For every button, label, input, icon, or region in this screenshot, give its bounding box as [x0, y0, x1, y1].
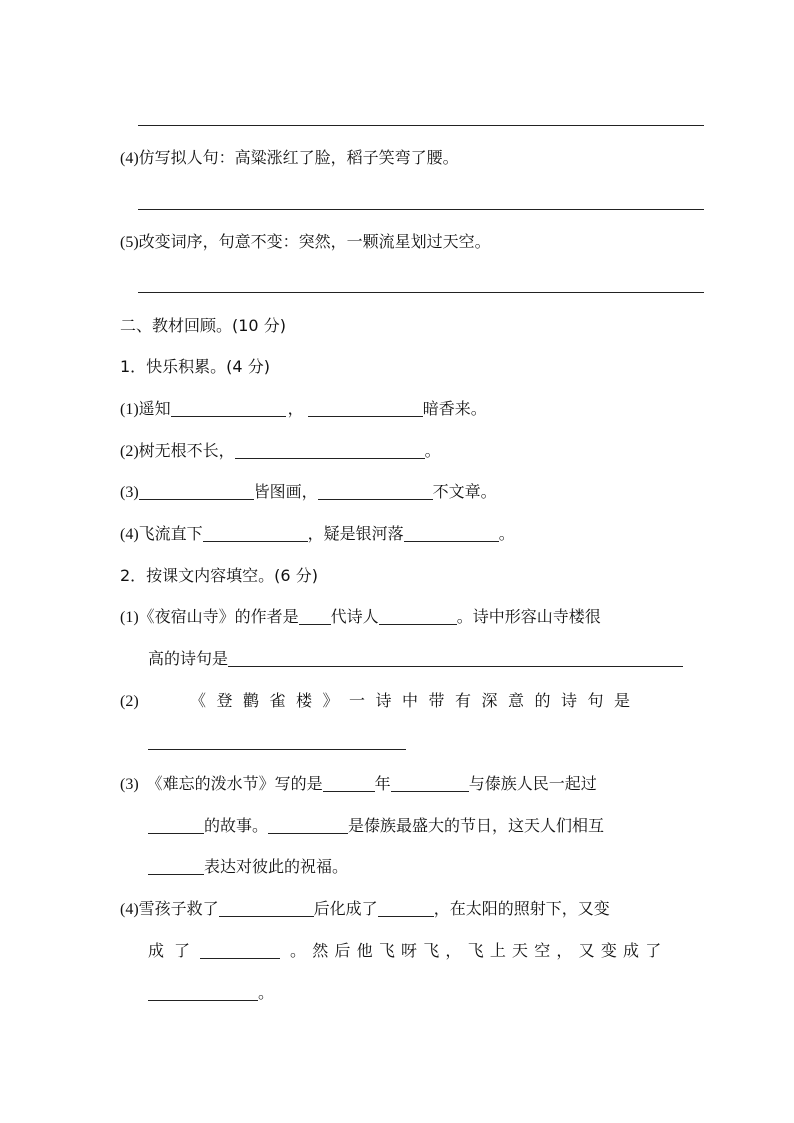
- fill-blank[interactable]: [268, 815, 348, 834]
- item-number: (2): [120, 693, 139, 710]
- item-text: 《难忘的泼水节》写的是: [146, 774, 323, 793]
- item-text: 。: [498, 524, 515, 543]
- item-text: 年: [374, 774, 391, 793]
- fill-blank[interactable]: [148, 749, 406, 750]
- fill-blank[interactable]: [171, 398, 286, 417]
- fill-blank[interactable]: [200, 940, 280, 959]
- question-text: 改变词序，句意不变：突然，一颗流星划过天空。: [138, 232, 491, 251]
- item-number: (2): [120, 443, 139, 460]
- question-4: [120, 147, 459, 169]
- item-text: ，疑是银河落: [307, 524, 404, 543]
- question-number: (4): [120, 150, 139, 167]
- fill-blank[interactable]: [308, 398, 423, 417]
- item-number: (3): [120, 484, 139, 501]
- fill-item-2-2: [120, 690, 139, 712]
- item-text: 成了: [148, 941, 201, 960]
- item-text: 暗香来。: [422, 399, 487, 418]
- fill-item-2-3-cont2: [148, 856, 348, 878]
- item-number: (4): [120, 901, 139, 918]
- item-text: 是傣族最盛大的节日，这天人们相互: [348, 816, 605, 835]
- item-text: ，: [287, 399, 304, 418]
- fill-blank[interactable]: [391, 773, 469, 792]
- subsection-heading: 2．按课文内容填空。(6 分): [120, 566, 318, 585]
- item-text: 遥知: [138, 399, 171, 418]
- fill-blank[interactable]: [148, 815, 204, 834]
- item-text: 。然后他飞呀飞，飞上天空，又变成了: [290, 941, 668, 960]
- item-text: 《夜宿山寺》的作者是: [138, 607, 299, 626]
- item-number: (1): [120, 609, 139, 626]
- fill-blank[interactable]: [404, 523, 499, 542]
- item-text: ，在太阳的照射下，又变: [433, 899, 610, 918]
- fill-blank[interactable]: [139, 481, 254, 500]
- item-number: (1): [120, 401, 139, 418]
- fill-blank[interactable]: [323, 773, 375, 792]
- item-text: 后化成了: [313, 899, 378, 918]
- answer-line[interactable]: [138, 125, 704, 126]
- item-text: 皆图画，: [253, 482, 318, 501]
- fill-item-1-1: [120, 398, 487, 420]
- item-text: 。: [424, 441, 441, 460]
- question-text: 仿写拟人句：高粱涨红了脸，稻子笑弯了腰。: [138, 148, 459, 167]
- section-heading: 二、教材回顾。(10 分): [120, 316, 286, 335]
- fill-item-2-4-cont: [148, 940, 667, 962]
- question-number: (5): [120, 234, 139, 251]
- fill-blank[interactable]: [219, 898, 314, 917]
- item-text: 的故事。: [204, 816, 269, 835]
- fill-item-2-3-cont: [148, 815, 604, 837]
- fill-item-2-1-cont: [148, 648, 683, 670]
- fill-item-1-4: [120, 523, 515, 545]
- fill-item-2-4-cont2: [148, 982, 274, 1004]
- fill-blank[interactable]: [378, 898, 434, 917]
- fill-item-2-4: [120, 898, 610, 920]
- item-text: 。诗中形容山寺楼很: [456, 607, 601, 626]
- item-number: (3): [120, 776, 139, 793]
- fill-item-1-3: [120, 481, 497, 503]
- item-number: (4): [120, 526, 139, 543]
- item-text: 表达对彼此的祝福。: [204, 857, 349, 876]
- item-text: 树无根不长，: [138, 441, 235, 460]
- answer-line[interactable]: [138, 209, 704, 210]
- fill-blank[interactable]: [203, 523, 308, 542]
- question-5: [120, 231, 491, 253]
- item-text: 高的诗句是: [148, 649, 229, 668]
- item-text: 雪孩子救了: [138, 899, 219, 918]
- item-text: 飞流直下: [138, 524, 203, 543]
- item-text: 。: [258, 983, 275, 1002]
- subsection-heading: 1．快乐积累。(4 分): [120, 357, 270, 376]
- fill-item-2-3: [120, 773, 597, 795]
- answer-line[interactable]: [138, 292, 704, 293]
- fill-item-2-1: [120, 606, 601, 628]
- question-text: 《登鹳雀楼》一诗中带有深意的诗句是: [190, 691, 641, 710]
- fill-blank[interactable]: [148, 856, 204, 875]
- fill-blank[interactable]: [235, 440, 425, 459]
- item-text: 代诗人: [330, 607, 379, 626]
- fill-blank[interactable]: [228, 648, 683, 667]
- fill-item-1-2: [120, 440, 441, 462]
- item-text: 不文章。: [432, 482, 497, 501]
- fill-blank[interactable]: [318, 481, 433, 500]
- fill-blank[interactable]: [148, 982, 258, 1001]
- item-text: 与傣族人民一起过: [468, 774, 597, 793]
- fill-blank[interactable]: [299, 606, 331, 625]
- fill-blank[interactable]: [379, 606, 457, 625]
